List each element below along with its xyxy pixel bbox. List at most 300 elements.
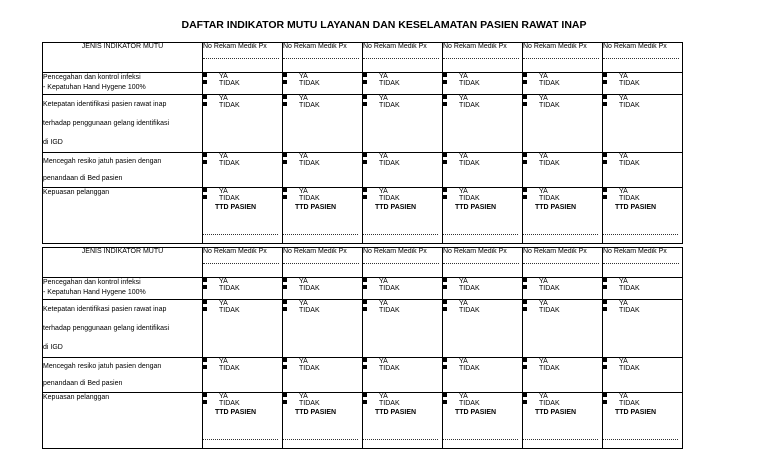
- checkbox-square-icon[interactable]: [523, 400, 527, 404]
- option-ya[interactable]: [363, 95, 442, 102]
- checkbox-square-icon[interactable]: [283, 400, 287, 404]
- checkbox-square-icon[interactable]: [443, 80, 447, 84]
- checkbox-square-icon[interactable]: [523, 73, 527, 77]
- option-ya[interactable]: [363, 300, 442, 307]
- option-ya[interactable]: [443, 300, 522, 307]
- checkbox-square-icon[interactable]: [203, 160, 207, 164]
- checkbox-square-icon[interactable]: [363, 73, 367, 77]
- checkbox-square-icon[interactable]: [203, 153, 207, 157]
- rekam-medik-header[interactable]: [283, 43, 363, 73]
- option-ya[interactable]: [363, 188, 442, 195]
- rekam-medik-fill-line[interactable]: [523, 58, 599, 59]
- checkbox-square-icon[interactable]: [283, 153, 287, 157]
- checkbox-square-icon[interactable]: [443, 393, 447, 397]
- option-tidak[interactable]: [523, 102, 602, 109]
- checkbox-square-icon[interactable]: [603, 160, 607, 164]
- checkbox-square-icon[interactable]: [363, 95, 367, 99]
- option-tidak[interactable]: [363, 285, 442, 292]
- signature-line[interactable]: [523, 234, 598, 235]
- option-tidak[interactable]: [603, 285, 682, 292]
- option-ya[interactable]: [523, 95, 602, 102]
- yes-no-option-cell: [443, 300, 523, 358]
- checkbox-square-icon[interactable]: [363, 285, 367, 289]
- yes-no-option-cell: [283, 278, 363, 300]
- checkbox-square-icon[interactable]: [443, 160, 447, 164]
- option-tidak[interactable]: [283, 285, 362, 292]
- rekam-medik-fill-line[interactable]: [283, 58, 359, 59]
- option-ya[interactable]: [363, 153, 442, 160]
- rekam-medik-header[interactable]: [603, 248, 683, 278]
- checkbox-square-icon[interactable]: [203, 188, 207, 192]
- option-tidak[interactable]: [203, 80, 282, 87]
- signature-line[interactable]: [283, 439, 358, 440]
- rekam-medik-header[interactable]: [443, 43, 523, 73]
- checkbox-square-icon[interactable]: [283, 80, 287, 84]
- checkbox-square-icon[interactable]: [603, 365, 607, 369]
- checkbox-square-icon[interactable]: [283, 365, 287, 369]
- checkbox-square-icon[interactable]: [443, 300, 447, 304]
- option-ya[interactable]: [203, 358, 282, 365]
- indicator-sublabel: - Kepatuhan Hand Hygene 100%: [43, 83, 146, 91]
- checkbox-square-icon[interactable]: [523, 285, 527, 289]
- checkbox-square-icon[interactable]: [603, 400, 607, 404]
- rekam-medik-header[interactable]: [603, 43, 683, 73]
- option-tidak[interactable]: [523, 80, 602, 87]
- yes-no-option-cell: [203, 358, 283, 393]
- rekam-medik-fill-line[interactable]: [363, 58, 439, 59]
- option-ya-label: YA: [619, 73, 628, 80]
- option-tidak[interactable]: [363, 80, 442, 87]
- option-ya[interactable]: [523, 188, 602, 195]
- checkbox-square-icon[interactable]: [443, 95, 447, 99]
- option-tidak[interactable]: [523, 285, 602, 292]
- option-ya[interactable]: [443, 153, 522, 160]
- rekam-medik-header[interactable]: [283, 248, 363, 278]
- option-ya[interactable]: [443, 278, 522, 285]
- ttd-pasien-label: TTD PASIEN: [615, 408, 657, 416]
- option-ya-label: YA: [219, 95, 228, 102]
- indicator-row-kepuasan: [43, 393, 683, 449]
- option-ya[interactable]: [283, 358, 362, 365]
- checkbox-square-icon[interactable]: [603, 307, 607, 311]
- indicator-label: di IGD: [43, 139, 63, 146]
- option-ya-label: YA: [299, 278, 308, 285]
- checkbox-square-icon[interactable]: [523, 153, 527, 157]
- ttd-pasien-label: TTD PASIEN: [535, 203, 577, 211]
- option-tidak[interactable]: [203, 400, 282, 407]
- option-tidak[interactable]: [203, 307, 282, 314]
- checkbox-square-icon[interactable]: [603, 80, 607, 84]
- option-tidak[interactable]: [283, 365, 362, 372]
- option-ya[interactable]: [523, 278, 602, 285]
- option-ya[interactable]: [603, 393, 682, 400]
- option-tidak[interactable]: [203, 102, 282, 109]
- option-ya[interactable]: [603, 300, 682, 307]
- checkbox-square-icon[interactable]: [283, 307, 287, 311]
- checkbox-square-icon[interactable]: [443, 285, 447, 289]
- option-ya[interactable]: [283, 393, 362, 400]
- option-tidak[interactable]: [443, 80, 522, 87]
- option-ya[interactable]: [443, 393, 522, 400]
- option-tidak[interactable]: [523, 195, 602, 202]
- checkbox-square-icon[interactable]: [203, 400, 207, 404]
- checkbox-square-icon[interactable]: [603, 393, 607, 397]
- checkbox-square-icon[interactable]: [603, 73, 607, 77]
- checkbox-square-icon[interactable]: [363, 160, 367, 164]
- checkbox-square-icon[interactable]: [363, 358, 367, 362]
- checkbox-square-icon[interactable]: [603, 102, 607, 106]
- signature-line[interactable]: [363, 234, 438, 235]
- checkbox-square-icon[interactable]: [203, 73, 207, 77]
- yes-no-option-cell: [203, 300, 283, 358]
- checkbox-square-icon[interactable]: [603, 285, 607, 289]
- option-tidak[interactable]: [363, 365, 442, 372]
- checkbox-square-icon[interactable]: [443, 102, 447, 106]
- checkbox-square-icon[interactable]: [203, 95, 207, 99]
- checkbox-square-icon[interactable]: [203, 365, 207, 369]
- option-tidak[interactable]: [363, 400, 442, 407]
- option-ya-label: YA: [619, 95, 628, 102]
- signature-line[interactable]: [203, 234, 278, 235]
- indicator-label: Kepuasan pelanggan: [43, 189, 110, 196]
- option-ya[interactable]: [443, 95, 522, 102]
- rekam-medik-label: No Rekam Medik Px: [203, 43, 267, 50]
- signature-line[interactable]: [203, 439, 278, 440]
- option-tidak[interactable]: [283, 80, 362, 87]
- option-tidak[interactable]: [363, 307, 442, 314]
- option-ya-label: YA: [459, 188, 468, 195]
- checkbox-square-icon[interactable]: [443, 153, 447, 157]
- rekam-medik-fill-line[interactable]: [603, 58, 679, 59]
- option-tidak-label: TIDAK: [539, 285, 560, 293]
- rekam-medik-header[interactable]: [363, 43, 443, 73]
- indicator-row-infeksi: [43, 278, 683, 300]
- option-tidak[interactable]: [203, 195, 282, 202]
- option-ya-label: YA: [459, 73, 468, 80]
- checkbox-square-icon[interactable]: [283, 102, 287, 106]
- checkbox-square-icon[interactable]: [363, 393, 367, 397]
- option-ya[interactable]: [203, 300, 282, 307]
- checkbox-square-icon[interactable]: [203, 358, 207, 362]
- option-tidak[interactable]: [283, 160, 362, 167]
- option-tidak-label: TIDAK: [219, 80, 240, 88]
- signature-line[interactable]: [283, 234, 358, 235]
- option-ya-label: YA: [219, 300, 228, 307]
- checkbox-square-icon[interactable]: [603, 195, 607, 199]
- checkbox-square-icon[interactable]: [523, 307, 527, 311]
- checkbox-square-icon[interactable]: [523, 160, 527, 164]
- option-ya[interactable]: [443, 358, 522, 365]
- option-ya[interactable]: [283, 73, 362, 80]
- rekam-medik-label: No Rekam Medik Px: [203, 248, 267, 255]
- option-tidak[interactable]: [443, 102, 522, 109]
- rekam-medik-header[interactable]: [203, 43, 283, 73]
- rekam-medik-fill-line[interactable]: [283, 263, 359, 264]
- option-tidak[interactable]: [603, 102, 682, 109]
- checkbox-square-icon[interactable]: [523, 195, 527, 199]
- rekam-medik-header[interactable]: [203, 248, 283, 278]
- checkbox-square-icon[interactable]: [603, 188, 607, 192]
- option-ya[interactable]: [283, 278, 362, 285]
- checkbox-square-icon[interactable]: [363, 153, 367, 157]
- yes-no-option-cell: [363, 153, 443, 188]
- option-tidak[interactable]: [603, 160, 682, 167]
- ttd-pasien-label: TTD PASIEN: [295, 203, 337, 211]
- option-ya[interactable]: [363, 278, 442, 285]
- option-tidak[interactable]: [203, 160, 282, 167]
- option-ya[interactable]: [603, 188, 682, 195]
- yes-no-option-cell: [603, 300, 683, 358]
- option-tidak[interactable]: [203, 285, 282, 292]
- checkbox-square-icon[interactable]: [363, 102, 367, 106]
- checkbox-square-icon[interactable]: [203, 195, 207, 199]
- checkbox-square-icon[interactable]: [523, 188, 527, 192]
- checkbox-square-icon[interactable]: [603, 95, 607, 99]
- rekam-medik-header[interactable]: [363, 248, 443, 278]
- option-ya-label: YA: [619, 358, 628, 365]
- rekam-medik-fill-line[interactable]: [203, 58, 279, 59]
- checkbox-square-icon[interactable]: [283, 160, 287, 164]
- rekam-medik-label: No Rekam Medik Px: [363, 248, 427, 255]
- checkbox-square-icon[interactable]: [443, 365, 447, 369]
- option-tidak[interactable]: [603, 400, 682, 407]
- option-ya[interactable]: [203, 393, 282, 400]
- option-ya[interactable]: [523, 73, 602, 80]
- option-tidak[interactable]: [443, 365, 522, 372]
- option-ya[interactable]: [603, 95, 682, 102]
- indicator-label: terhadap penggunaan gelang identifikasi: [43, 120, 170, 127]
- checkbox-square-icon[interactable]: [603, 278, 607, 282]
- option-ya[interactable]: [203, 153, 282, 160]
- rekam-medik-fill-line[interactable]: [363, 263, 439, 264]
- checkbox-square-icon[interactable]: [363, 300, 367, 304]
- option-tidak-label: TIDAK: [539, 195, 560, 203]
- option-tidak-label: TIDAK: [539, 400, 560, 408]
- option-tidak-label: TIDAK: [379, 80, 400, 88]
- checkbox-square-icon[interactable]: [603, 358, 607, 362]
- option-tidak-label: TIDAK: [299, 102, 320, 110]
- checkbox-square-icon[interactable]: [523, 300, 527, 304]
- checkbox-square-icon[interactable]: [443, 400, 447, 404]
- option-ya[interactable]: [603, 358, 682, 365]
- option-tidak[interactable]: [603, 195, 682, 202]
- option-ya[interactable]: [283, 95, 362, 102]
- option-tidak[interactable]: [603, 80, 682, 87]
- signature-line[interactable]: [443, 439, 518, 440]
- option-tidak[interactable]: [523, 160, 602, 167]
- option-ya-label: YA: [299, 188, 308, 195]
- signature-line[interactable]: [363, 439, 438, 440]
- rekam-medik-header[interactable]: [523, 43, 603, 73]
- option-tidak[interactable]: [443, 400, 522, 407]
- option-ya[interactable]: [363, 358, 442, 365]
- checkbox-square-icon[interactable]: [283, 278, 287, 282]
- checkbox-square-icon[interactable]: [203, 102, 207, 106]
- option-ya[interactable]: [523, 393, 602, 400]
- checkbox-square-icon[interactable]: [443, 358, 447, 362]
- option-tidak[interactable]: [443, 195, 522, 202]
- option-tidak-label: TIDAK: [219, 102, 240, 110]
- option-tidak[interactable]: [283, 400, 362, 407]
- option-tidak[interactable]: [363, 195, 442, 202]
- option-ya[interactable]: [203, 188, 282, 195]
- yes-no-option-cell: [363, 358, 443, 393]
- checkbox-square-icon[interactable]: [523, 102, 527, 106]
- option-tidak[interactable]: [443, 285, 522, 292]
- option-tidak[interactable]: [443, 307, 522, 314]
- checkbox-square-icon[interactable]: [203, 393, 207, 397]
- checkbox-square-icon[interactable]: [203, 307, 207, 311]
- rekam-medik-fill-line[interactable]: [443, 58, 519, 59]
- signature-line[interactable]: [443, 234, 518, 235]
- rekam-medik-header[interactable]: [443, 248, 523, 278]
- option-tidak[interactable]: [603, 365, 682, 372]
- yes-no-option-cell: [203, 153, 283, 188]
- rekam-medik-label: No Rekam Medik Px: [603, 248, 667, 255]
- option-tidak-label: TIDAK: [459, 307, 480, 315]
- option-ya[interactable]: [283, 300, 362, 307]
- checkbox-square-icon[interactable]: [283, 73, 287, 77]
- option-tidak[interactable]: [443, 160, 522, 167]
- option-ya-label: YA: [219, 188, 228, 195]
- rekam-medik-fill-line[interactable]: [523, 263, 599, 264]
- indicator-cell: [43, 95, 203, 153]
- rekam-medik-header[interactable]: [523, 248, 603, 278]
- option-ya[interactable]: [603, 73, 682, 80]
- option-tidak[interactable]: [283, 307, 362, 314]
- checkbox-square-icon[interactable]: [523, 358, 527, 362]
- checkbox-square-icon[interactable]: [203, 300, 207, 304]
- option-tidak[interactable]: [523, 307, 602, 314]
- option-tidak[interactable]: [523, 400, 602, 407]
- checkbox-square-icon[interactable]: [443, 278, 447, 282]
- option-tidak-label: TIDAK: [219, 365, 240, 373]
- option-ya[interactable]: [363, 73, 442, 80]
- option-tidak[interactable]: [203, 365, 282, 372]
- option-tidak-label: TIDAK: [379, 102, 400, 110]
- checkbox-square-icon[interactable]: [523, 80, 527, 84]
- option-tidak[interactable]: [363, 102, 442, 109]
- option-ya-label: YA: [219, 153, 228, 160]
- option-ya[interactable]: [283, 188, 362, 195]
- option-ya-label: YA: [619, 300, 628, 307]
- satisfaction-option-cell: [443, 188, 523, 244]
- checkbox-square-icon[interactable]: [443, 73, 447, 77]
- option-ya-label: YA: [299, 153, 308, 160]
- checkbox-square-icon[interactable]: [203, 80, 207, 84]
- option-tidak[interactable]: [283, 195, 362, 202]
- option-ya[interactable]: [603, 153, 682, 160]
- option-ya[interactable]: [523, 300, 602, 307]
- rekam-medik-fill-line[interactable]: [203, 263, 279, 264]
- option-ya-label: YA: [379, 278, 388, 285]
- option-ya[interactable]: [603, 278, 682, 285]
- quality-indicator-table-2: [42, 247, 683, 449]
- checkbox-square-icon[interactable]: [203, 278, 207, 282]
- option-ya[interactable]: [523, 358, 602, 365]
- option-ya[interactable]: [523, 153, 602, 160]
- checkbox-square-icon[interactable]: [363, 80, 367, 84]
- option-tidak-label: TIDAK: [459, 195, 480, 203]
- option-tidak-label: TIDAK: [619, 285, 640, 293]
- checkbox-square-icon[interactable]: [283, 300, 287, 304]
- checkbox-square-icon[interactable]: [283, 95, 287, 99]
- option-ya[interactable]: [363, 393, 442, 400]
- checkbox-square-icon[interactable]: [603, 153, 607, 157]
- checkbox-square-icon[interactable]: [523, 365, 527, 369]
- option-ya-label: YA: [219, 278, 228, 285]
- option-tidak-label: TIDAK: [459, 365, 480, 373]
- indicator-label: penandaan di Bed pasien: [43, 175, 123, 182]
- rekam-medik-fill-line[interactable]: [603, 263, 679, 264]
- yes-no-option-cell: [283, 153, 363, 188]
- option-tidak[interactable]: [523, 365, 602, 372]
- yes-no-option-cell: [203, 73, 283, 95]
- option-ya[interactable]: [443, 188, 522, 195]
- rekam-medik-label: No Rekam Medik Px: [443, 43, 507, 50]
- option-ya-label: YA: [539, 153, 548, 160]
- option-tidak-label: TIDAK: [619, 400, 640, 408]
- checkbox-square-icon[interactable]: [523, 95, 527, 99]
- option-tidak[interactable]: [363, 160, 442, 167]
- option-ya[interactable]: [203, 95, 282, 102]
- indicator-cell: [43, 188, 203, 244]
- option-ya-label: YA: [539, 95, 548, 102]
- checkbox-square-icon[interactable]: [283, 358, 287, 362]
- checkbox-square-icon[interactable]: [523, 278, 527, 282]
- checkbox-square-icon[interactable]: [203, 285, 207, 289]
- indicator-label: terhadap penggunaan gelang identifikasi: [43, 325, 170, 332]
- checkbox-square-icon[interactable]: [363, 188, 367, 192]
- checkbox-square-icon[interactable]: [363, 400, 367, 404]
- document-title: DAFTAR INDIKATOR MUTU LAYANAN DAN KESELAMATAN PASIEN RAWAT INAP: [181, 19, 587, 31]
- signature-line[interactable]: [523, 439, 598, 440]
- option-ya[interactable]: [443, 73, 522, 80]
- signature-line[interactable]: [603, 439, 678, 440]
- option-tidak[interactable]: [603, 307, 682, 314]
- option-ya-label: YA: [619, 278, 628, 285]
- option-ya[interactable]: [203, 278, 282, 285]
- checkbox-square-icon[interactable]: [363, 307, 367, 311]
- option-tidak-label: TIDAK: [459, 160, 480, 168]
- option-ya[interactable]: [283, 153, 362, 160]
- checkbox-square-icon[interactable]: [443, 188, 447, 192]
- satisfaction-option-cell: [603, 393, 683, 449]
- checkbox-square-icon[interactable]: [363, 195, 367, 199]
- indicator-label: di IGD: [43, 344, 63, 351]
- option-tidak-label: TIDAK: [219, 285, 240, 293]
- option-tidak[interactable]: [283, 102, 362, 109]
- option-ya-label: YA: [539, 358, 548, 365]
- option-ya-label: YA: [459, 153, 468, 160]
- option-ya-label: YA: [459, 358, 468, 365]
- checkbox-square-icon[interactable]: [443, 195, 447, 199]
- checkbox-square-icon[interactable]: [283, 393, 287, 397]
- rekam-medik-fill-line[interactable]: [443, 263, 519, 264]
- rekam-medik-label: No Rekam Medik Px: [603, 43, 667, 50]
- checkbox-square-icon[interactable]: [443, 307, 447, 311]
- option-tidak-label: TIDAK: [379, 400, 400, 408]
- checkbox-square-icon[interactable]: [603, 300, 607, 304]
- checkbox-square-icon[interactable]: [523, 393, 527, 397]
- signature-line[interactable]: [603, 234, 678, 235]
- checkbox-square-icon[interactable]: [283, 188, 287, 192]
- checkbox-square-icon[interactable]: [283, 285, 287, 289]
- checkbox-square-icon[interactable]: [363, 365, 367, 369]
- checkbox-square-icon[interactable]: [283, 195, 287, 199]
- checkbox-square-icon[interactable]: [363, 278, 367, 282]
- option-ya[interactable]: [203, 73, 282, 80]
